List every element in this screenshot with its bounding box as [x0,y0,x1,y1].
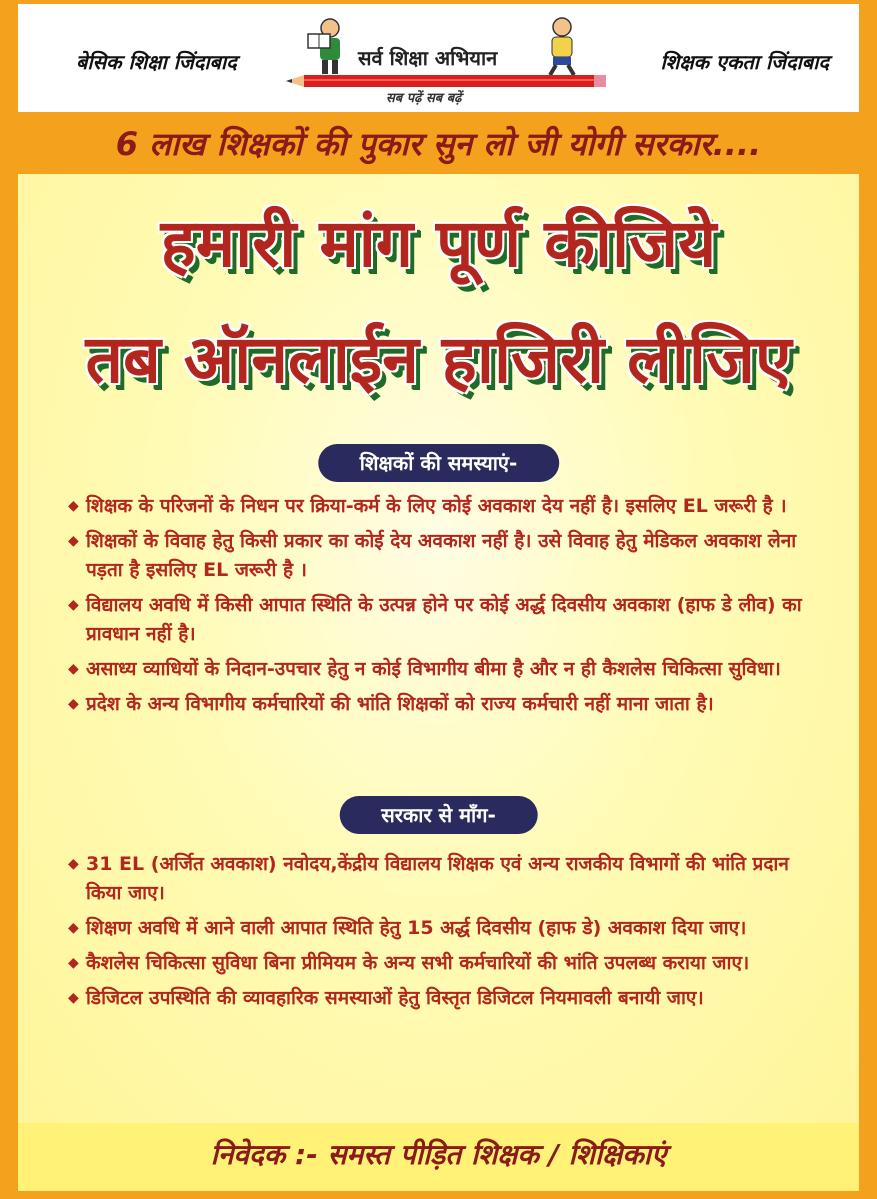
bullet-icon: ◆ [68,696,79,712]
demand-text: डिजिटल उपस्थिति की व्यावहारिक समस्याओं हेतु विस्तृत डिजिटल नियमावली बनायी जाए। [86,987,704,1009]
logo-tagline: सब पढ़ें सब बढ़ें [386,91,462,106]
headline-bar [18,112,859,174]
problem-text: शिक्षकों के विवाह हेतु किसी प्रकार का कोई देय अवकाश नहीं है। उसे विवाह हेतु मेडिकल अवकाश लेना पड़ता है इसलिए EL जरूरी है । [86,530,797,581]
main-content [18,174,859,1123]
footer-text: निवेदक :- समस्त पीड़ित शिक्षक / शिक्षिकाएं [210,1138,667,1171]
problem-item [66,527,823,585]
sarva-shiksha-logo [286,12,616,110]
top-banner [18,4,859,112]
slogan-right: शिक्षक एकता जिंदाबाद [660,50,829,74]
demand-item [66,984,823,1013]
bullet-icon: ◆ [68,955,79,971]
demands-heading: सरकार से माँग- [339,796,538,834]
main-title-line1: हमारी मांग पूर्ण कीजिये [160,205,717,282]
bullet-icon: ◆ [68,498,79,514]
bullet-icon: ◆ [68,990,79,1006]
problem-item [66,591,823,649]
problem-text: विद्यालय अवधि में किसी आपात स्थिति के उत्पन्न होने पर कोई अर्द्ध दिवसीय अवकाश (हाफ डे लीव) का प्रावधान नहीं है। [86,594,802,645]
problem-item [66,655,823,684]
bullet-icon: ◆ [68,661,79,677]
problem-item [66,690,823,719]
demand-text: कैशलेस चिकित्सा सुविधा बिना प्रीमियम के अन्य सभी कर्मचारियों की भांति उपलब्ध कराया जाए। [86,952,750,974]
problem-text: शिक्षक के परिजनों के निधन पर क्रिया-कर्म के लिए कोई अवकाश देय नहीं है। इसलिए EL जरूरी है । [86,495,787,517]
demand-item [66,914,823,943]
bullet-icon: ◆ [68,597,79,613]
demand-text: शिक्षण अवधि में आने वाली आपात स्थिति हेतु 15 अर्द्ध दिवसीय (हाफ डे) अवकाश दिया जाए। [86,917,747,939]
slogan-left: बेसिक शिक्षा जिंदाबाद [76,50,237,74]
problem-item [66,492,823,521]
headline: 6 लाख शिक्षकों की पुकार सुन लो जी योगी सरकार.... [115,125,762,163]
footer-bar [18,1123,859,1191]
main-title-line2: तब ऑनलाईन हाजिरी लीजिए [85,321,792,398]
problem-text: प्रदेश के अन्य विभागीय कर्मचारियों की भांति शिक्षकों को राज्य कर्मचारी नहीं माना जाता है। [86,693,714,715]
demand-text: 31 EL (अर्जित अवकाश) नवोदय,केंद्रीय विद्यालय शिक्षक एवं अन्य राजकीय विभागों की भांति प्रदान किया जाए। [86,853,789,904]
logo-title: सर्व शिक्षा अभियान [358,46,498,70]
demand-item [66,949,823,978]
problems-list [66,492,823,725]
demands-list [66,850,823,1019]
pencil-icon [286,72,606,84]
bullet-icon: ◆ [68,856,79,872]
bullet-icon: ◆ [68,533,79,549]
problems-heading: शिक्षकों की समस्याएं- [318,444,560,482]
demand-item [66,850,823,908]
bullet-icon: ◆ [68,920,79,936]
problem-text: असाध्य व्याधियों के निदान-उपचार हेतु न कोई विभागीय बीमा है और न ही कैशलेस चिकित्सा सुविधा। [86,658,781,680]
